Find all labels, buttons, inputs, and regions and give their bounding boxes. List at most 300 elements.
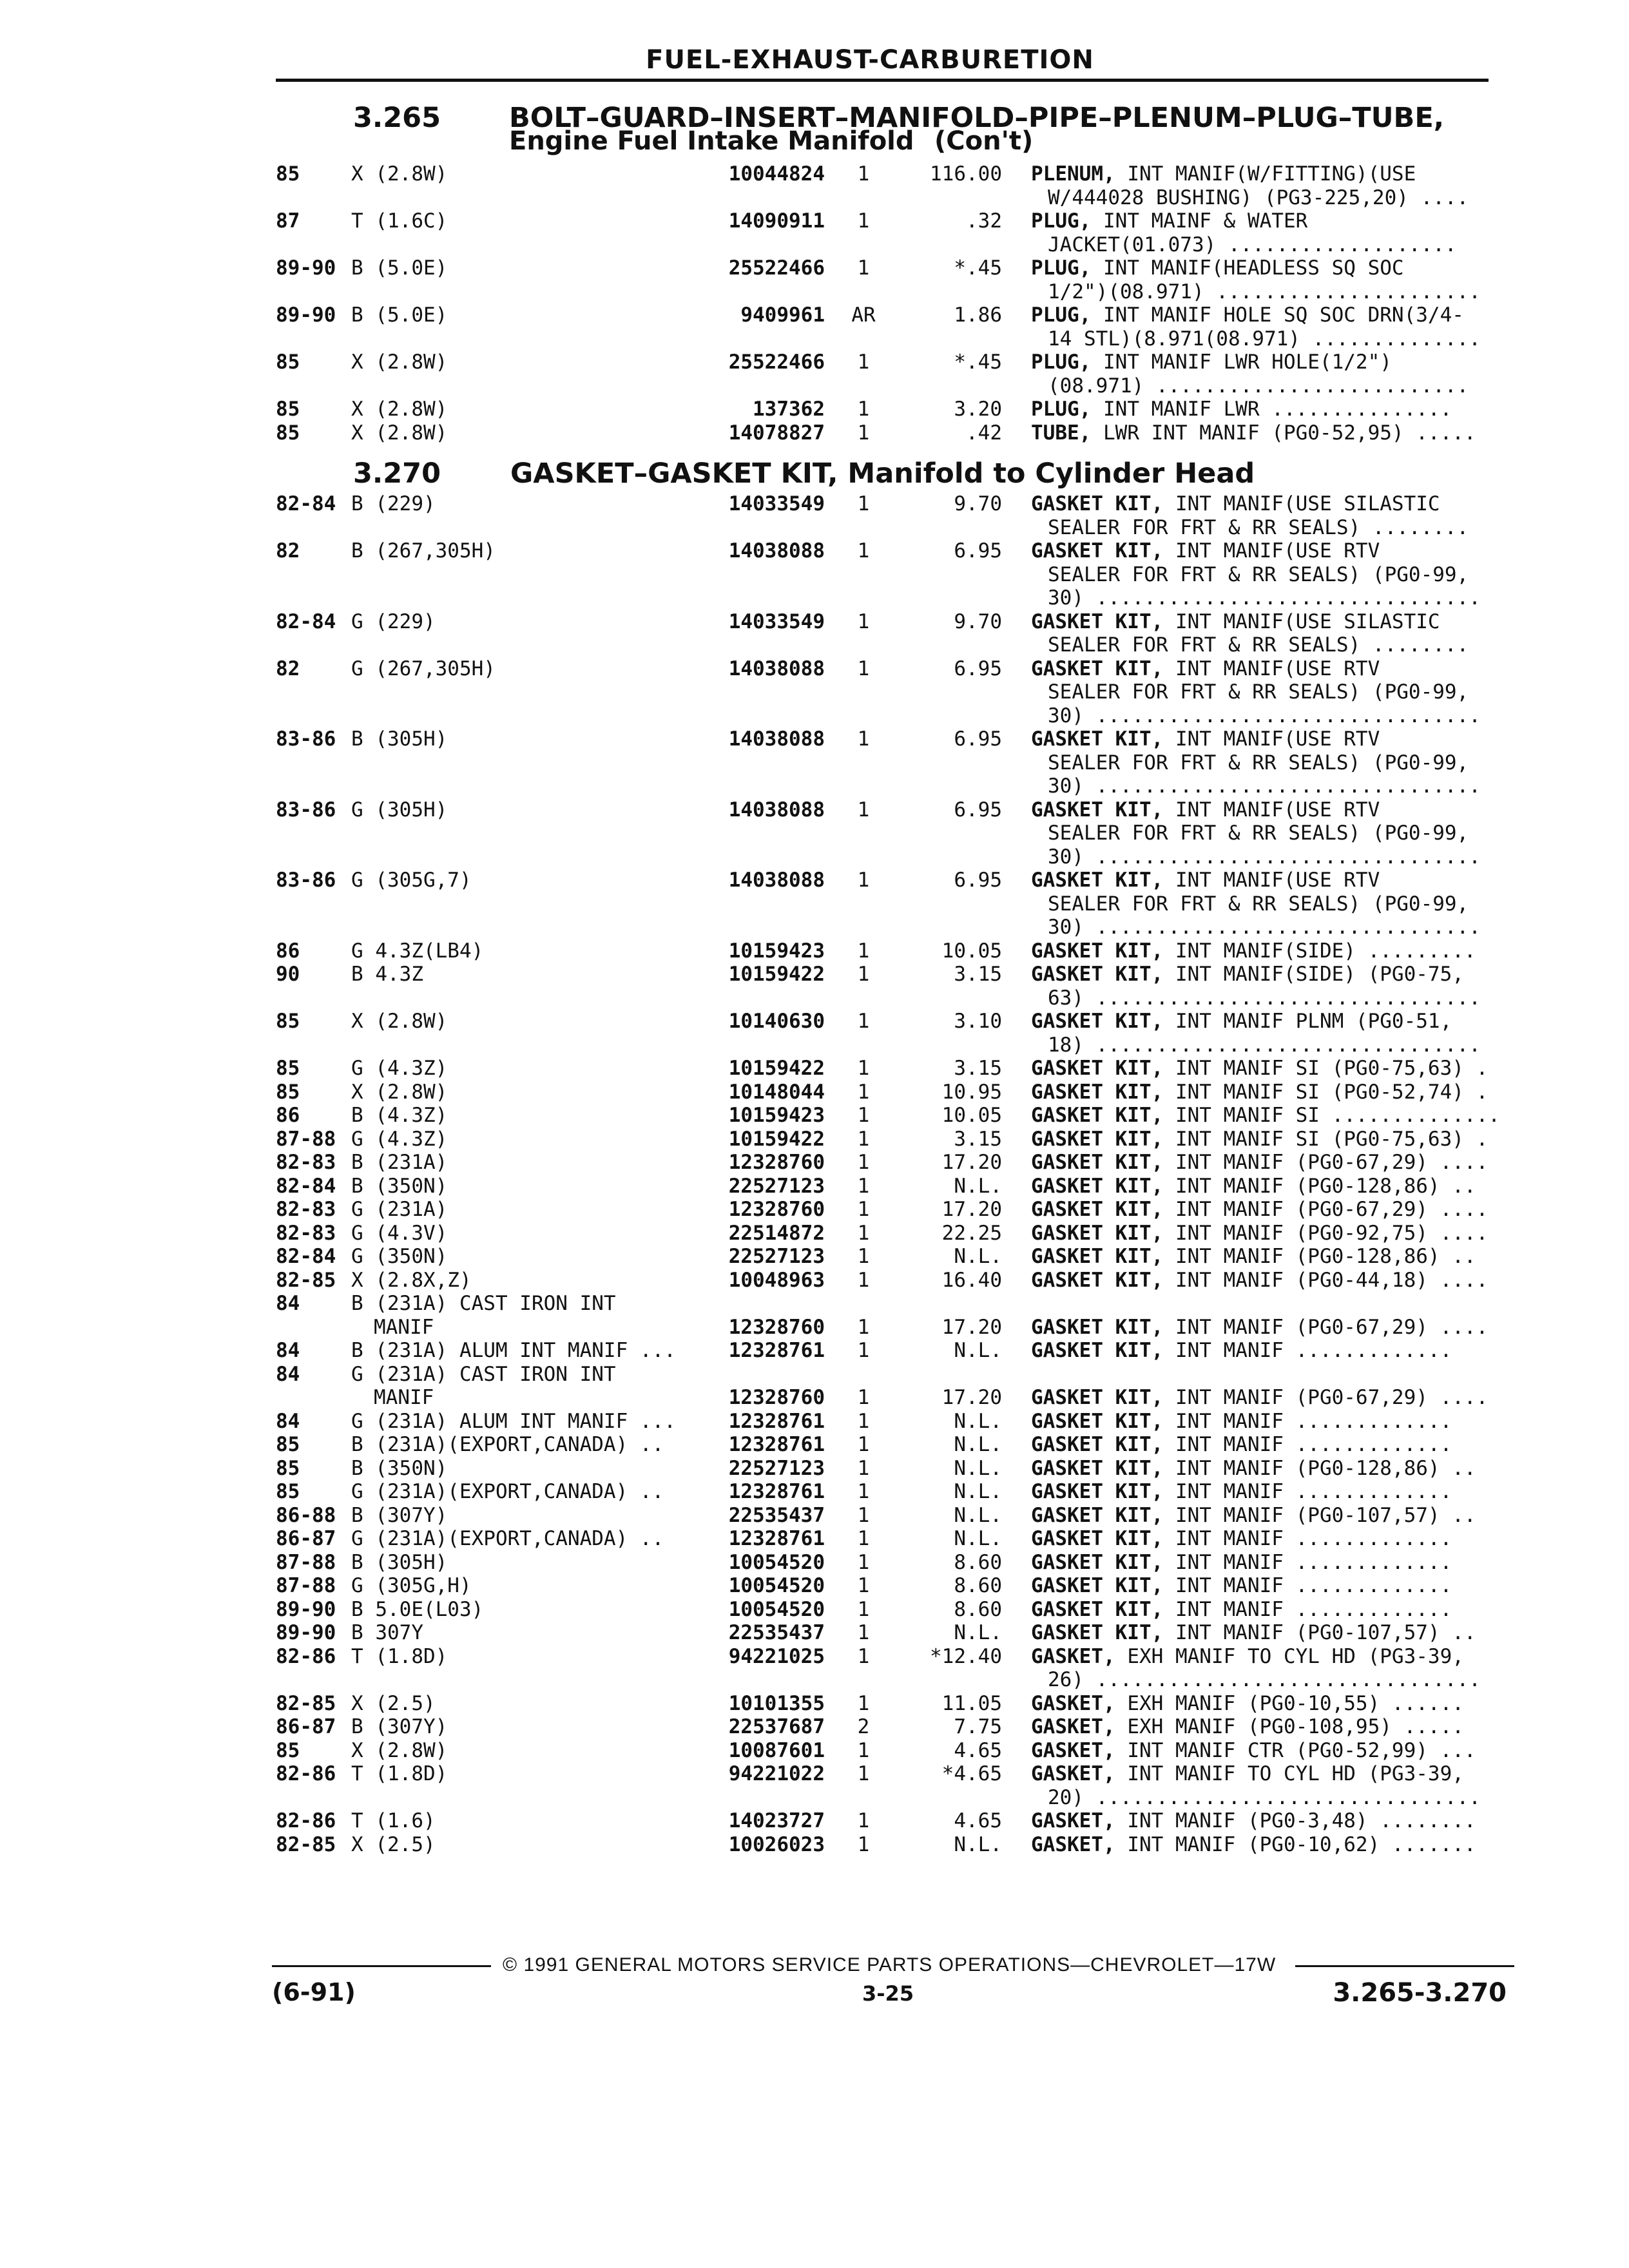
- part-description-keyword: TUBE,: [1031, 421, 1092, 445]
- part-description-keyword: GASKET,: [1031, 1715, 1115, 1738]
- quantity: 1: [857, 1738, 870, 1762]
- part-description: [1031, 209, 1457, 256]
- parts-row: [0, 610, 1629, 657]
- part-number: 22527123: [728, 1456, 825, 1480]
- part-description-text: INT MANIF HOLE SQ SOC DRN(3/4-: [1091, 303, 1464, 327]
- vehicle-model: [351, 539, 496, 563]
- list-price: *4.65: [941, 1762, 1002, 1785]
- part-description-keyword: PLUG,: [1031, 398, 1092, 421]
- part-description-keyword: GASKET KIT,: [1031, 1010, 1164, 1033]
- part-number: 10159422: [728, 963, 825, 986]
- model-year: 90: [276, 963, 300, 986]
- part-description: [1031, 351, 1469, 398]
- parts-row: [0, 1010, 1629, 1057]
- part-description-keyword: PLUG,: [1031, 256, 1092, 280]
- part-description-continuation: SEALER FOR FRT & RR SEALS) ........: [1048, 515, 1469, 539]
- part-description-keyword: GASKET,: [1031, 1644, 1115, 1668]
- vehicle-model: [351, 869, 472, 892]
- section-number: 3.270: [353, 457, 441, 490]
- model-year: 87: [276, 209, 300, 233]
- model-year: 85: [276, 1456, 300, 1480]
- model-year: 85: [276, 162, 300, 186]
- vehicle-model-text: G (4.3Z): [351, 1057, 448, 1080]
- vehicle-model-text: B (5.0E): [351, 256, 448, 280]
- part-description-text: INT MANIF (PG0-10,62) .......: [1115, 1832, 1476, 1856]
- part-description-keyword: GASKET KIT,: [1031, 1597, 1164, 1621]
- vehicle-model: [351, 1339, 676, 1363]
- quantity: 1: [857, 1691, 870, 1715]
- part-description: [1031, 398, 1452, 421]
- vehicle-model: [351, 421, 447, 445]
- part-description: [1031, 1198, 1488, 1222]
- part-description-keyword: GASKET KIT,: [1031, 1621, 1164, 1644]
- list-price: 17.20: [941, 1151, 1002, 1174]
- vehicle-model-text: G (231A) CAST IRON INT: [351, 1362, 616, 1386]
- model-year: 89-90: [276, 1621, 336, 1644]
- part-number: 10026023: [728, 1832, 825, 1856]
- part-description-text: INT MANIF(USE RTV: [1163, 727, 1380, 751]
- part-description-keyword: GASKET KIT,: [1031, 1503, 1164, 1527]
- model-year: 82-85: [276, 1691, 336, 1715]
- vehicle-model-text: T (1.6): [351, 1809, 436, 1832]
- parts-row: [0, 1527, 1629, 1551]
- part-number: 12328760: [728, 1151, 825, 1174]
- section1-parts-list: [0, 162, 1629, 445]
- model-year: 85: [276, 1433, 300, 1456]
- part-description-continuation: 18) ................................: [1048, 1033, 1481, 1057]
- model-year: 85: [276, 421, 300, 445]
- model-year: 82-85: [276, 1268, 336, 1292]
- list-price: N.L.: [954, 1174, 1002, 1198]
- part-number: 14078827: [728, 421, 825, 445]
- vehicle-model-text: B (350N): [351, 1456, 448, 1480]
- part-description: [1031, 1833, 1476, 1857]
- model-year: 85: [276, 1080, 300, 1104]
- part-number: 25522466: [728, 256, 825, 280]
- quantity: 1: [857, 1151, 870, 1174]
- quantity: 1: [857, 798, 870, 822]
- model-year: 82-86: [276, 1644, 336, 1668]
- part-description-keyword: GASKET KIT,: [1031, 1433, 1164, 1456]
- parts-row: [0, 1480, 1629, 1504]
- parts-row: [0, 1809, 1629, 1833]
- part-description: [1031, 1222, 1488, 1245]
- vehicle-model: [351, 1198, 447, 1222]
- part-description: [1031, 1809, 1476, 1833]
- part-description-continuation: 26) ................................: [1048, 1668, 1481, 1691]
- parts-row: [0, 398, 1629, 421]
- vehicle-model: [351, 1363, 616, 1387]
- parts-row: [0, 1175, 1629, 1198]
- model-year: 82-83: [276, 1221, 336, 1245]
- part-description-text: INT MANIF SI (PG0-75,63) .: [1163, 1057, 1489, 1080]
- part-description: [1031, 1574, 1452, 1598]
- part-description-text: INT MANIF(USE RTV: [1163, 798, 1380, 822]
- vehicle-model: [351, 1457, 447, 1481]
- part-description-keyword: GASKET KIT,: [1031, 1057, 1164, 1080]
- vehicle-model-cont: MANIF: [374, 1386, 434, 1409]
- quantity: 1: [857, 1832, 870, 1856]
- part-number: 25522466: [728, 351, 825, 374]
- list-price: 4.65: [954, 1809, 1002, 1832]
- section-title: GASKET–GASKET KIT, Manifold to Cylinder Head: [510, 457, 1255, 490]
- part-description-text: INT MANIF .............: [1163, 1597, 1452, 1621]
- part-description: [1031, 1551, 1452, 1575]
- list-price: 6.95: [954, 539, 1002, 562]
- parts-row: [0, 963, 1629, 1010]
- vehicle-model: [351, 351, 447, 374]
- parts-row: [0, 1057, 1629, 1081]
- vehicle-model-text: T (1.6C): [351, 209, 448, 233]
- quantity: 1: [857, 209, 870, 233]
- part-description: [1031, 610, 1469, 657]
- part-number: 12328761: [728, 1339, 825, 1362]
- part-description-keyword: GASKET KIT,: [1031, 1221, 1164, 1245]
- vehicle-model: [351, 610, 436, 634]
- model-year: 87-88: [276, 1127, 336, 1151]
- parts-row: [0, 1104, 1629, 1128]
- part-number: 12328760: [728, 1315, 825, 1339]
- parts-row: [0, 1363, 1629, 1410]
- part-number: 14033549: [728, 492, 825, 515]
- part-description: [1031, 1480, 1452, 1504]
- part-description: [1031, 1645, 1481, 1692]
- vehicle-model: [351, 1809, 436, 1833]
- list-price: 17.20: [941, 1386, 1002, 1409]
- vehicle-model-text: G 4.3Z(LB4): [351, 939, 484, 963]
- part-number: 10140630: [728, 1010, 825, 1033]
- part-number: 9409961: [740, 303, 825, 327]
- part-description-continuation: JACKET(01.073) ...................: [1048, 233, 1457, 256]
- vehicle-model: [351, 1104, 447, 1128]
- quantity: 1: [857, 162, 870, 186]
- part-description-keyword: GASKET KIT,: [1031, 1527, 1164, 1550]
- vehicle-model-text: B (307Y): [351, 1503, 448, 1527]
- parts-row: [0, 1081, 1629, 1104]
- part-description: [1031, 1739, 1476, 1763]
- quantity: 1: [857, 1245, 870, 1268]
- vehicle-model-text: B (231A): [351, 1151, 448, 1174]
- part-description-text: INT MANIF SI ..............: [1163, 1104, 1500, 1127]
- vehicle-model: [351, 1480, 664, 1504]
- part-number: 14038088: [728, 727, 825, 751]
- vehicle-model: [351, 798, 447, 822]
- model-year: 82-84: [276, 1245, 336, 1268]
- list-price: 3.20: [954, 398, 1002, 421]
- parts-row: [0, 492, 1629, 539]
- parts-row: [0, 1198, 1629, 1222]
- part-description-keyword: GASKET KIT,: [1031, 1174, 1164, 1198]
- list-price: N.L.: [954, 1409, 1002, 1433]
- vehicle-model-text: B 307Y: [351, 1621, 423, 1644]
- part-description-text: INT MANIF(W/FITTING)(USE: [1115, 162, 1416, 186]
- vehicle-model: [351, 492, 436, 516]
- parts-row: [0, 1574, 1629, 1598]
- part-description-text: INT MANIF(USE SILASTIC: [1163, 492, 1440, 515]
- vehicle-model: [351, 1739, 447, 1763]
- vehicle-model: [351, 1833, 436, 1857]
- model-year: 83-86: [276, 798, 336, 822]
- parts-row: [0, 1269, 1629, 1293]
- model-year: 89-90: [276, 303, 336, 327]
- parts-row: [0, 939, 1629, 963]
- list-price: N.L.: [954, 1480, 1002, 1503]
- part-description-continuation: 63) ................................: [1048, 986, 1481, 1010]
- vehicle-model-text: G (231A): [351, 1198, 448, 1221]
- model-year: 84: [276, 1409, 300, 1433]
- part-description-text: INT MANIF SI (PG0-52,74) .: [1163, 1080, 1489, 1104]
- vehicle-model: [351, 1715, 447, 1739]
- quantity: 2: [857, 1715, 870, 1738]
- list-price: N.L.: [954, 1621, 1002, 1644]
- model-year: 82-85: [276, 1832, 336, 1856]
- vehicle-model: [351, 1551, 447, 1575]
- vehicle-model-text: G (350N): [351, 1245, 448, 1268]
- part-description: [1031, 1010, 1481, 1057]
- part-description-text: INT MANIF (PG0-92,75) ....: [1163, 1221, 1489, 1245]
- part-description-keyword: GASKET KIT,: [1031, 1339, 1164, 1362]
- list-price: 6.95: [954, 869, 1002, 892]
- part-description-text: INT MANIF(USE RTV: [1163, 539, 1380, 562]
- part-description: [1031, 798, 1481, 869]
- quantity: 1: [857, 1315, 870, 1339]
- list-price: 8.60: [954, 1597, 1002, 1621]
- part-description: [1031, 1175, 1476, 1198]
- part-description-keyword: GASKET,: [1031, 1691, 1115, 1715]
- parts-row: [0, 1645, 1629, 1692]
- part-description-text: EXH MANIF (PG0-10,55) ......: [1115, 1691, 1464, 1715]
- model-year: 85: [276, 1057, 300, 1080]
- quantity: 1: [857, 1644, 870, 1668]
- quantity: 1: [857, 1221, 870, 1245]
- part-description: [1031, 162, 1469, 209]
- part-number: 94221022: [728, 1762, 825, 1785]
- list-price: N.L.: [954, 1832, 1002, 1856]
- parts-row: [0, 1715, 1629, 1739]
- part-description-continuation: 30) ................................: [1048, 845, 1481, 869]
- model-year: 85: [276, 1010, 300, 1033]
- part-description-keyword: GASKET KIT,: [1031, 1315, 1164, 1339]
- list-price: 4.65: [954, 1738, 1002, 1762]
- part-description: [1031, 1386, 1488, 1410]
- part-description: [1031, 939, 1476, 963]
- part-description: [1031, 1433, 1452, 1457]
- part-description-text: INT MANIF(USE RTV: [1163, 657, 1380, 680]
- part-description-keyword: PLUG,: [1031, 209, 1092, 233]
- parts-row: [0, 256, 1629, 303]
- part-description-keyword: PLUG,: [1031, 303, 1092, 327]
- model-year: 83-86: [276, 869, 336, 892]
- part-description-continuation: SEALER FOR FRT & RR SEALS) (PG0-99,: [1048, 751, 1469, 774]
- part-description-text: INT MANIF(HEADLESS SQ SOC: [1091, 256, 1404, 280]
- quantity: 1: [857, 939, 870, 963]
- section2-parts-list: [0, 492, 1629, 1856]
- part-number: 14038088: [728, 539, 825, 562]
- quantity: 1: [857, 1574, 870, 1597]
- part-description-text: INT MAINF & WATER: [1091, 209, 1308, 233]
- model-year: 84: [276, 1339, 300, 1362]
- part-description-text: INT MANIF LWR ...............: [1091, 398, 1452, 421]
- part-number: 10101355: [728, 1691, 825, 1715]
- footer-page-number: 3-25: [862, 1981, 914, 2006]
- model-year: 82-84: [276, 1174, 336, 1198]
- vehicle-model: [351, 963, 423, 986]
- part-number: 22527123: [728, 1174, 825, 1198]
- part-description-continuation: 30) ................................: [1048, 916, 1481, 939]
- vehicle-model: [351, 1574, 472, 1598]
- parts-row: [0, 657, 1629, 728]
- part-number: 22535437: [728, 1621, 825, 1644]
- part-number: 10054520: [728, 1574, 825, 1597]
- part-description-continuation: SEALER FOR FRT & RR SEALS) (PG0-99,: [1048, 680, 1469, 704]
- part-number: 14038088: [728, 869, 825, 892]
- part-number: 22527123: [728, 1245, 825, 1268]
- vehicle-model-text: G (229): [351, 610, 436, 633]
- part-description-continuation: 30) ................................: [1048, 774, 1481, 798]
- part-description: [1031, 421, 1476, 445]
- part-description-keyword: PLENUM,: [1031, 162, 1115, 186]
- list-price: N.L.: [954, 1503, 1002, 1527]
- part-number: 12328760: [728, 1198, 825, 1221]
- list-price: 6.95: [954, 798, 1002, 822]
- part-description-text: EXH MANIF (PG0-108,95) .....: [1115, 1715, 1464, 1738]
- part-description-keyword: GASKET KIT,: [1031, 1198, 1164, 1221]
- part-description-keyword: GASKET KIT,: [1031, 1127, 1164, 1151]
- part-description: [1031, 1598, 1452, 1622]
- vehicle-model-text: G (231A)(EXPORT,CANADA) ..: [351, 1480, 664, 1503]
- parts-row: [0, 1410, 1629, 1434]
- model-year: 84: [276, 1292, 300, 1315]
- part-number: 10159423: [728, 1104, 825, 1127]
- part-description: [1031, 1128, 1488, 1151]
- footer-rule-right: [1295, 1965, 1514, 1967]
- footer-copyright: © 1991 GENERAL MOTORS SERVICE PARTS OPERATIONS—CHEVROLET—17W: [503, 1954, 1277, 1975]
- quantity: 1: [857, 610, 870, 633]
- model-year: 86: [276, 1104, 300, 1127]
- list-price: 116.00: [930, 162, 1002, 186]
- parts-row: [0, 1833, 1629, 1857]
- vehicle-model-text: X (2.8W): [351, 1080, 448, 1104]
- part-number: 14038088: [728, 798, 825, 822]
- model-year: 86-87: [276, 1715, 336, 1738]
- vehicle-model-text: B (4.3Z): [351, 1104, 448, 1127]
- part-description-continuation: SEALER FOR FRT & RR SEALS) (PG0-99,: [1048, 892, 1469, 916]
- part-description-keyword: GASKET KIT,: [1031, 1550, 1164, 1574]
- parts-row: [0, 727, 1629, 798]
- quantity: 1: [857, 657, 870, 680]
- vehicle-model: [351, 1222, 447, 1245]
- vehicle-model: [351, 1245, 447, 1269]
- vehicle-model: [351, 939, 483, 963]
- part-number: 14090911: [728, 209, 825, 233]
- quantity: 1: [857, 1550, 870, 1574]
- quantity: AR: [851, 303, 876, 327]
- vehicle-model: [351, 1151, 447, 1175]
- vehicle-model-cont: MANIF: [374, 1315, 434, 1339]
- part-number: 12328761: [728, 1433, 825, 1456]
- parts-row: [0, 1692, 1629, 1716]
- part-description-keyword: GASKET KIT,: [1031, 1386, 1164, 1409]
- vehicle-model: [351, 1504, 447, 1528]
- part-description: [1031, 1057, 1488, 1081]
- part-number: 14038088: [728, 657, 825, 680]
- part-description-text: INT MANIF (PG0-67,29) ....: [1163, 1386, 1489, 1409]
- part-description: [1031, 1339, 1452, 1363]
- model-year: 89-90: [276, 1597, 336, 1621]
- parts-row: [0, 1128, 1629, 1151]
- vehicle-model-text: X (2.8W): [351, 1738, 448, 1762]
- quantity: 1: [857, 1104, 870, 1127]
- part-description-keyword: GASKET KIT,: [1031, 1151, 1164, 1174]
- parts-row: [0, 869, 1629, 939]
- parts-row: [0, 1762, 1629, 1809]
- vehicle-model: [351, 1292, 616, 1316]
- model-year: 85: [276, 351, 300, 374]
- part-description-text: INT MANIF LWR HOLE(1/2"): [1091, 351, 1392, 374]
- vehicle-model: [351, 303, 447, 327]
- quantity: 1: [857, 1174, 870, 1198]
- parts-row: [0, 1245, 1629, 1269]
- part-description: [1031, 1104, 1500, 1128]
- list-price: N.L.: [954, 1339, 1002, 1362]
- vehicle-model: [351, 1762, 447, 1786]
- vehicle-model-text: B (231A) ALUM INT MANIF ...: [351, 1339, 676, 1362]
- vehicle-model-text: X (2.8X,Z): [351, 1268, 472, 1292]
- section-subtitle: Engine Fuel Intake Manifold: [509, 126, 914, 156]
- quantity: 1: [857, 1527, 870, 1550]
- parts-row: [0, 351, 1629, 398]
- vehicle-model: [351, 657, 496, 681]
- section-title: BOLT–GUARD–INSERT–MANIFOLD–PIPE–PLENUM–PLUG–TUBE,: [509, 102, 1445, 134]
- vehicle-model-text: G (4.3V): [351, 1221, 448, 1245]
- part-description-continuation: 14 STL)(8.971(08.971) ..............: [1048, 327, 1481, 351]
- list-price: 8.60: [954, 1574, 1002, 1597]
- part-description-keyword: GASKET KIT,: [1031, 798, 1164, 822]
- list-price: 10.05: [941, 1104, 1002, 1127]
- part-description-keyword: GASKET KIT,: [1031, 1080, 1164, 1104]
- part-description-keyword: PLUG,: [1031, 351, 1092, 374]
- list-price: .32: [966, 209, 1002, 233]
- quantity: 1: [857, 1127, 870, 1151]
- part-number: 12328761: [728, 1527, 825, 1550]
- vehicle-model-text: B 5.0E(L03): [351, 1597, 484, 1621]
- parts-row: [0, 1457, 1629, 1481]
- model-year: 87-88: [276, 1550, 336, 1574]
- quantity: 1: [857, 1433, 870, 1456]
- list-price: 9.70: [954, 610, 1002, 633]
- parts-row: [0, 1504, 1629, 1528]
- part-number: 10159422: [728, 1057, 825, 1080]
- part-number: 12328761: [728, 1409, 825, 1433]
- model-year: 82: [276, 657, 300, 680]
- quantity: 1: [857, 1762, 870, 1785]
- part-description-keyword: GASKET KIT,: [1031, 963, 1164, 986]
- quantity: 1: [857, 1480, 870, 1503]
- part-description: [1031, 256, 1481, 303]
- parts-row: [0, 1621, 1629, 1645]
- part-number: 22537687: [728, 1715, 825, 1738]
- part-number: 10054520: [728, 1597, 825, 1621]
- part-description-text: INT MANIF .............: [1163, 1433, 1452, 1456]
- part-description-keyword: GASKET KIT,: [1031, 1104, 1164, 1127]
- quantity: 1: [857, 1198, 870, 1221]
- list-price: 1.86: [954, 303, 1002, 327]
- quantity: 1: [857, 1057, 870, 1080]
- part-description-continuation: W/444028 BUSHING) (PG3-225,20) ....: [1048, 186, 1469, 209]
- part-number: 12328761: [728, 1480, 825, 1503]
- part-description-text: INT MANIF (PG0-67,29) ....: [1163, 1315, 1489, 1339]
- model-year: 87-88: [276, 1574, 336, 1597]
